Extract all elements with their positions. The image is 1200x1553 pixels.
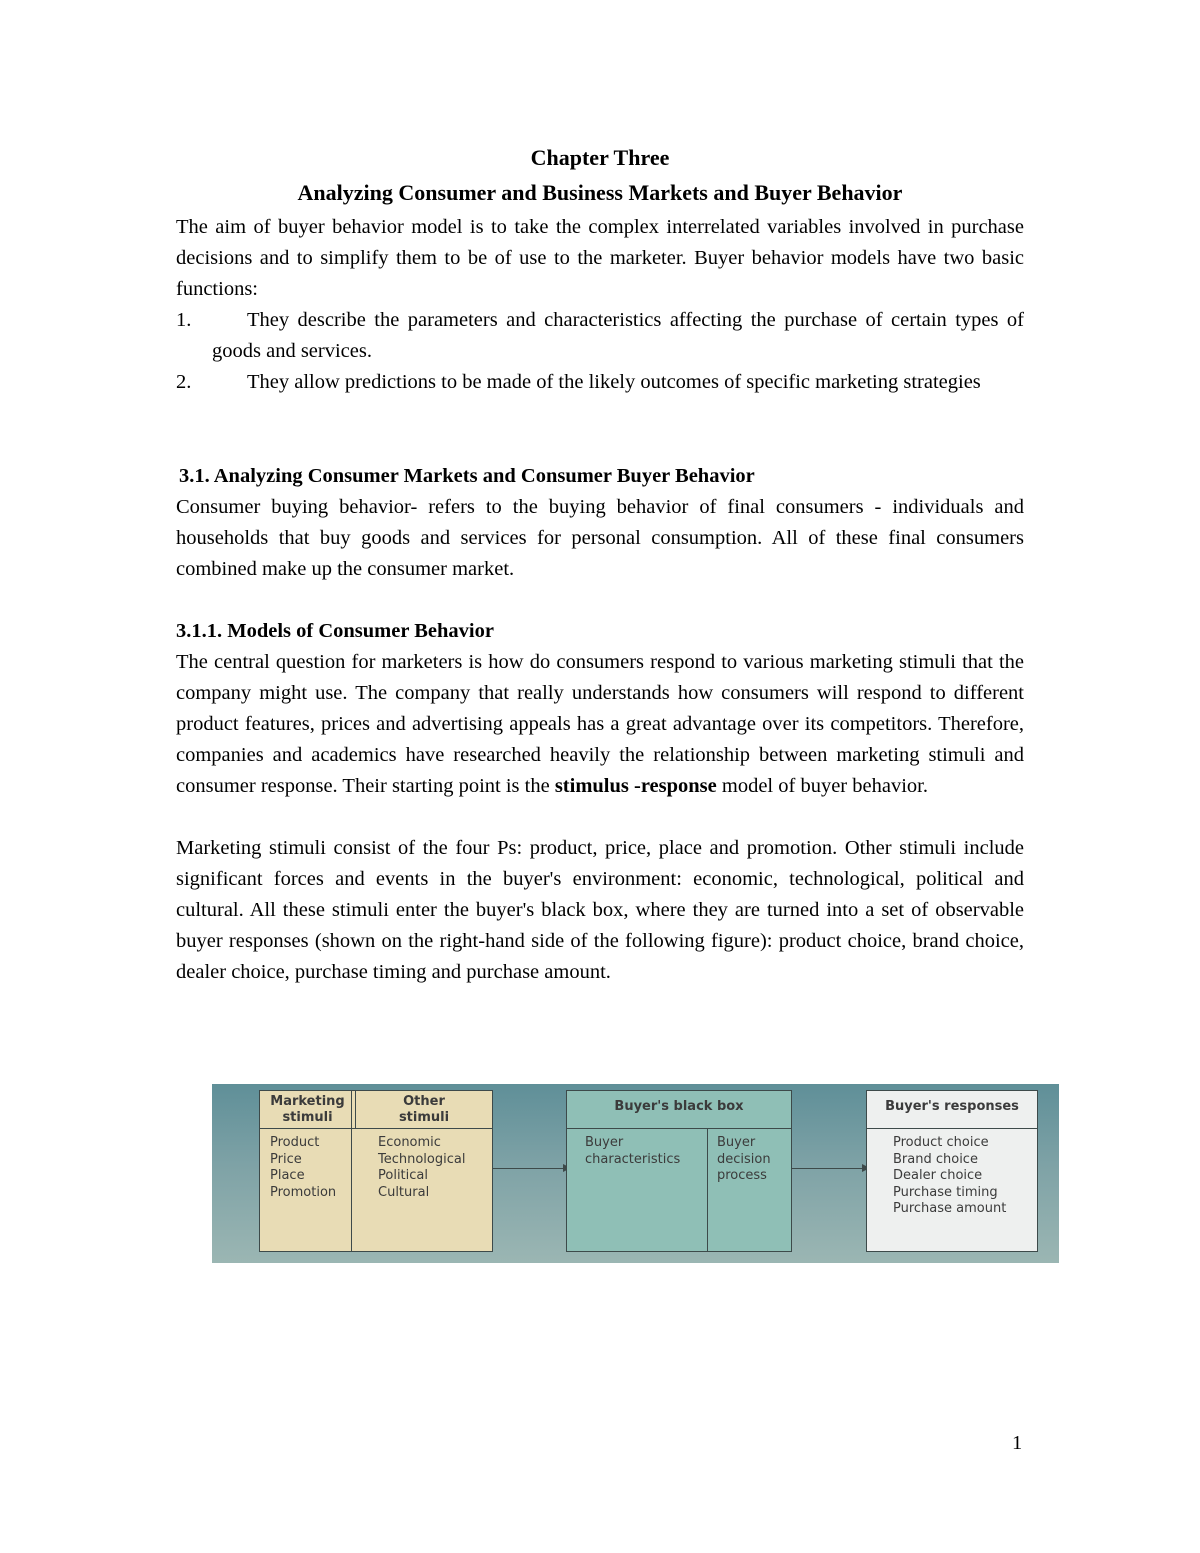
header-line: Marketing [270,1094,345,1109]
stimulus-response-term: stimulus -response [554,775,717,797]
page-number: 1 [1012,1432,1023,1454]
list-item: Promotion [270,1184,337,1200]
paragraph-end: model of buyer behavior. [716,775,928,797]
header-line: Other [403,1094,445,1109]
functions-list [176,305,1024,398]
stimuli-box [259,1090,493,1252]
list-number: 1. [176,309,192,331]
black-box-header: Buyer's black box [567,1091,791,1129]
stimulus-response-figure [212,1084,1059,1263]
intro-paragraph: The aim of buyer behavior model is to take the complex interrelated variables involved in purchase decisions and to simplify them to be of use to the marketer. Buyer behavior models have two basic functions: [176,216,1024,300]
black-box-divider [707,1129,708,1251]
buyer-decision-process [717,1135,771,1185]
other-stimuli-list [378,1135,465,1201]
list-item: Brand choice [893,1151,978,1167]
list-item: process [717,1168,767,1183]
arrow-icon [493,1168,569,1169]
subsection-number: 3.1.1 [176,620,217,642]
arrow-icon [792,1168,868,1169]
responses-list [893,1135,1006,1218]
list-item: Economic [378,1135,441,1150]
list-item: Place [270,1168,305,1183]
marketing-stimuli-header [260,1091,356,1129]
black-box [566,1090,792,1252]
list-item: decision [717,1151,771,1167]
header-line: stimuli [282,1110,333,1125]
marketing-stimuli-list [270,1135,336,1201]
responses-header: Buyer's responses [867,1091,1037,1129]
list-item: Technological [378,1151,466,1167]
list-item: Product choice [893,1135,989,1150]
intro-section [176,212,1024,398]
section-paragraph: Consumer buying behavior- refers to the buying behavior of final consumers - individuals and households that buy goods and services for personal consumption. All of these final consumers combined make up the consumer market. [176,496,1024,580]
list-item: Cultural [378,1184,430,1200]
list-item: Purchase timing [893,1184,998,1200]
paragraph-start: The central question for marketers is how do consumers respond to various marketing stimuli that the company might use. The company that really understands how consumers will respond to different product features, prices and advertising appeals has a great advantage over its competitors. Therefore, companies and academics have researched heavily the relationship between marketing stimuli and consumer response. Their starting point is the [176,651,1024,797]
chapter-title: Chapter Three [530,145,670,170]
subsection-paragraph [176,647,1024,802]
list-item: Buyer [717,1135,756,1150]
list-item: Buyer [585,1135,624,1150]
buyer-characteristics [585,1135,680,1168]
stimuli-divider [351,1091,352,1251]
chapter-subtitle: Analyzing Consumer and Business Markets and Buyer Behavior [297,180,903,205]
list-item: Price [270,1151,302,1167]
responses-box [866,1090,1038,1252]
list-text: They describe the parameters and characteristics affecting the purchase of certain types of goods and services. [212,309,1024,362]
section-3-1 [176,461,1024,585]
list-item: Purchase amount [893,1201,1007,1216]
list-item [176,305,1024,367]
list-item: characteristics [585,1151,681,1167]
list-item: Political [378,1168,428,1183]
section-3-1-1 [176,616,1024,988]
header-line: stimuli [398,1110,450,1125]
list-item [176,367,1024,398]
section-heading: 3.1. Analyzing Consumer Markets and Consumer Buyer Behavior [179,465,755,487]
list-text: They allow predictions to be made of the likely outcomes of specific marketing strategies [247,371,981,393]
list-item: Product [270,1135,320,1150]
stimuli-paragraph: Marketing stimuli consist of the four Ps: product, price, place and promotion. Other stimuli include significant forces and events in the buyer's environment: economic, technological, political and cultural. All these stimuli enter the buyer's black box, where they are turned into a set of observable buyer responses (shown on the right-hand side of the following figure): product choice, brand choice, dealer choice, purchase timing and purchase amount. [176,837,1024,983]
list-number: 2. [176,371,192,393]
list-item: Dealer choice [893,1168,983,1183]
other-stimuli-header [356,1091,492,1129]
subsection-heading [176,616,1024,647]
subsection-title: . Models of Consumer Behavior [217,620,494,642]
